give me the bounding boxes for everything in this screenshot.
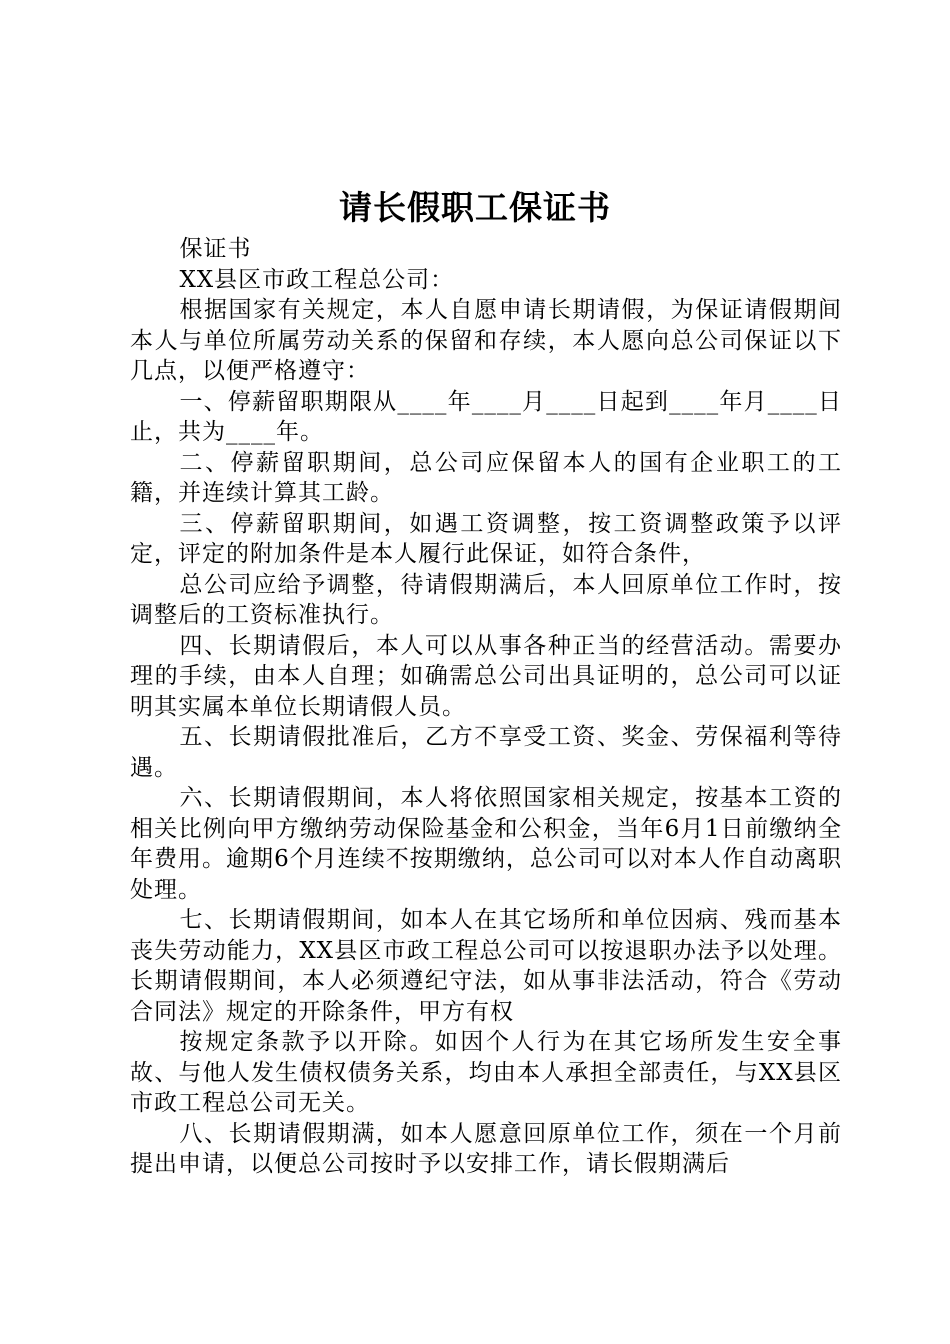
paragraph-heading: 保证书 <box>179 236 252 262</box>
paragraph-clause-7: 七、长期请假期间，如本人在其它场所和单位因病、残而基本丧失劳动能力，XX县区市政工程总公司可以按退职办法予以处理。长期请假期间，本人必须遵纪守法，如从事非法活动，符合《劳动合同法》规定的开除条件，甲方有权 <box>130 907 842 1025</box>
paragraph-clause-2: 二、停薪留职期间，总公司应保留本人的国有企业职工的工籍，并连续计算其工龄。 <box>130 449 842 506</box>
paragraph-clause-5: 五、长期请假批准后，乙方不享受工资、奖金、劳保福利等待遇。 <box>130 724 842 781</box>
paragraph-addressee: XX县区市政工程总公司： <box>179 266 455 293</box>
paragraph-clause-3-cont: 总公司应给予调整，待请假期满后，本人回原单位工作时，按调整后的工资标准执行。 <box>130 571 842 628</box>
paragraph-clause-8: 八、长期请假期满，如本人愿意回原单位工作，须在一个月前提出申请，以便总公司按时予以安排工作，请长假期满后 <box>130 1120 842 1177</box>
document-body <box>130 234 842 1180</box>
paragraph-clause-4: 四、长期请假后，本人可以从事各种正当的经营活动。需要办理的手续，由本人自理；如确需总公司出具证明的，总公司可以证明其实属本单位长期请假人员。 <box>130 632 842 720</box>
paragraph-clause-3: 三、停薪留职期间，如遇工资调整，按工资调整政策予以评定，评定的附加条件是本人履行此保证，如符合条件， <box>130 510 842 567</box>
paragraph-clause-6: 六、长期请假期间，本人将依照国家相关规定，按基本工资的相关比例向甲方缴纳劳动保险基金和公积金，当年6月1日前缴纳全年费用。逾期6个月连续不按期缴纳，总公司可以对本人作自动离职处理。 <box>130 785 842 903</box>
paragraph-intro: 根据国家有关规定，本人自愿申请长期请假，为保证请假期间本人与单位所属劳动关系的保留和存续，本人愿向总公司保证以下几点，以便严格遵守： <box>130 297 842 384</box>
paragraph-clause-7-cont: 按规定条款予以开除。如因个人行为在其它场所发生安全事故、与他人发生债权债务关系，均由本人承担全部责任，与XX县区市政工程总公司无关。 <box>130 1029 842 1116</box>
paragraph-clause-1: 一、停薪留职期限从____年____月____日起到____年月____日止，共为____年。 <box>130 388 842 445</box>
document-title: 请长假职工保证书 <box>339 188 611 227</box>
